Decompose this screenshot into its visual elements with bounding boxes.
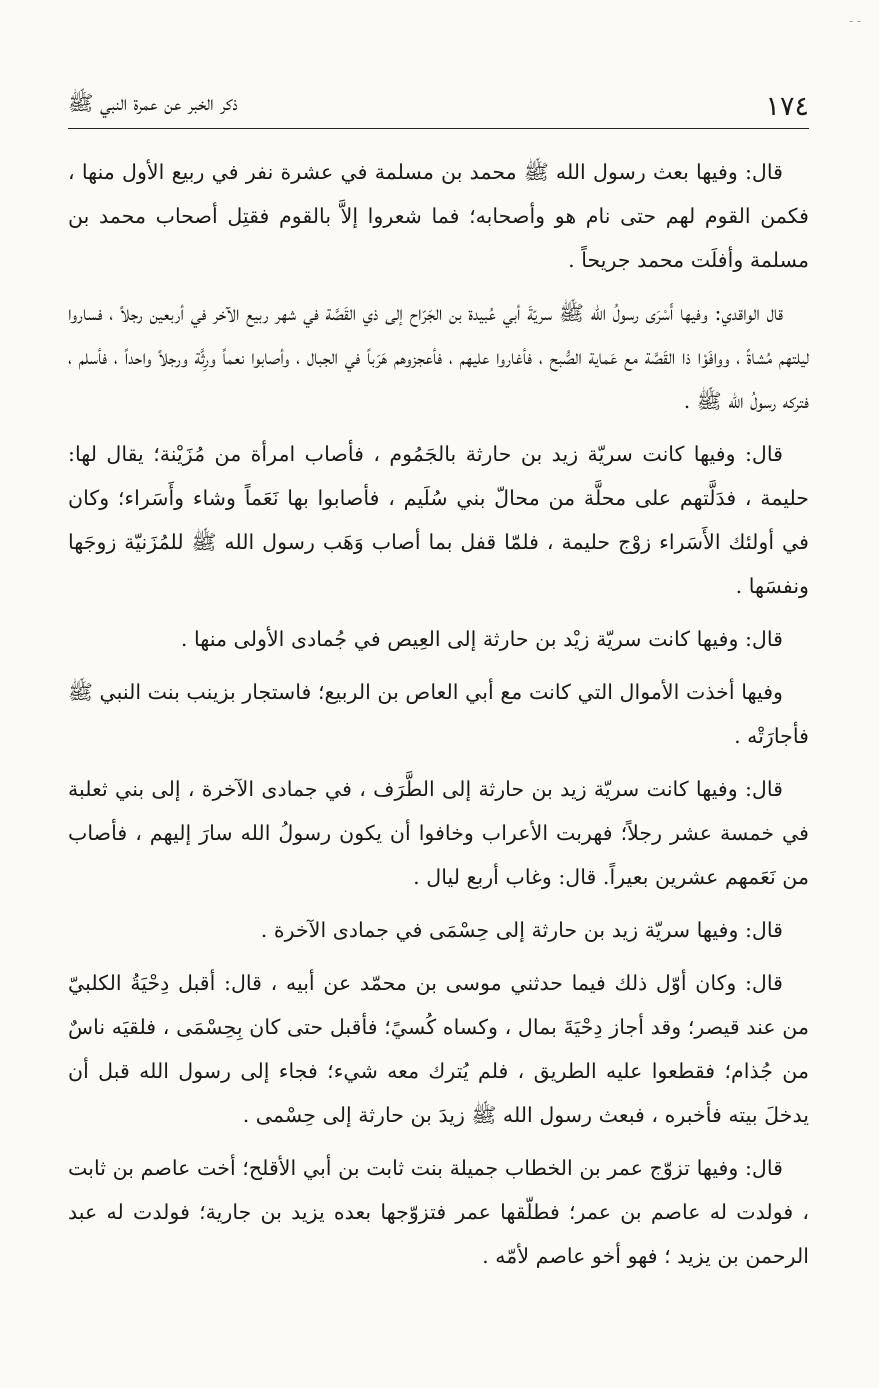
paragraph: قال: وفيها كانت سريّة زيْد بن حارثة إلى العِيص في جُمادى الأولى منها . [180, 627, 783, 651]
page-header [68, 88, 809, 129]
paragraph: قال: وفيها كانت سريّة زيد بن حارثة بالجَمُوم ، فأصاب امرأة من مُزَيْنة؛ يقال لها: حليمة ، فدَلَّتهم على محلَّة من محالّ بني سُلَيم ، فأصابوا بها نَعَماً وشاء وأَسَراء؛ وكان في أولئك الأَسَراء زوْج حليمة ، فلمّا قفل بما أصاب وَهَب رسول الله ﷺ للمُزَنيّة زوجَها ونفسَها . [68, 442, 809, 598]
paragraph: قال: وكان أوّل ذلك فيما حدثني موسى بن محمّد عن أبيه ، قال: أقبل دِحْيَةُ الكلبيّ من عند قيصر؛ وقد أجاز دِحْيَةَ بمال ، وكساه كُسيً؛ فأقبل حتى كان بِحِسْمَى ، فلقيَه ناسٌ من جُذام؛ فقطعوا عليه الطريق ، فلم يُترك معه شيء؛ فجاء إلى رسول الله قبل أن يدخلَ بيته فأخبره ، فبعث رسول الله ﷺ زيدَ بن حارثة إلى حِسْمى . [68, 971, 809, 1127]
paragraph: قال: وفيها بعث رسول الله ﷺ محمد بن مسلمة في عشرة نفر في ربيع الأول منها ، فكمن القوم لهم حتى نام هو وأصحابه؛ فما شعروا إلاَّ بالقوم فقتِل أصحاب محمد بن مسلمة وأفلَت محمد جريحاً . [68, 160, 809, 272]
scan-mark: - - [849, 14, 861, 28]
paragraph: قال: وفيها سريّة زيد بن حارثة إلى حِسْمَى في جمادى الآخرة . [260, 918, 783, 942]
page-number: ١٧٤ [765, 91, 809, 122]
paragraph: وفيها أخذت الأموال التي كانت مع أبي العاص بن الربيع؛ فاستجار بزينب بنت النبي ﷺ فأجارَتْه . [68, 680, 809, 748]
paragraph: قال: وفيها كانت سريّة زيد بن حارثة إلى الطَّرَف ، في جمادى الآخرة ، إلى بني ثعلبة في خمسة عشر رجلاً؛ فهربت الأعراب وخافوا أن يكون رسولُ الله سارَ إليهم ، فأصاب من نَعَمهم عشرين بعيراً. قال: وغاب أربع ليال . [68, 777, 809, 889]
running-title: ذكر الخبر عن عمرة النبي ﷺ [68, 91, 238, 115]
page-body [68, 150, 809, 1286]
paragraph: قال الواقدي: وفيها أَسْرَى رسولُ الله ﷺ سريّةَ أبي عُبيدة بن الجَرّاح إلى ذي القَصَّة في شهر ربيع الآخر في أربعين رجلاً ، فساروا ليلتهم مُشاةً ، ووافَوْا ذا القَصَّة مع عَماية الصُّبح ، فأغاروا عليهم ، فأعجزوهم هَرَباً في الجبال ، وأصابوا نعماً ورِثَّة ورجلاً واحداً ، فأسلم ، فتركه رسولُ الله ﷺ . [68, 301, 809, 413]
paragraph: قال: وفيها تزوّج عمر بن الخطاب جميلة بنت ثابت بن أبي الأقلح؛ أخت عاصم بن ثابت ، فولدت له عاصم بن عمر؛ فطلّقها عمر فتزوّجها بعده يزيد بن جارية؛ فولدت له عبد الرحمن بن يزيد ؛ فهو أخو عاصم لأمّه . [68, 1156, 809, 1268]
